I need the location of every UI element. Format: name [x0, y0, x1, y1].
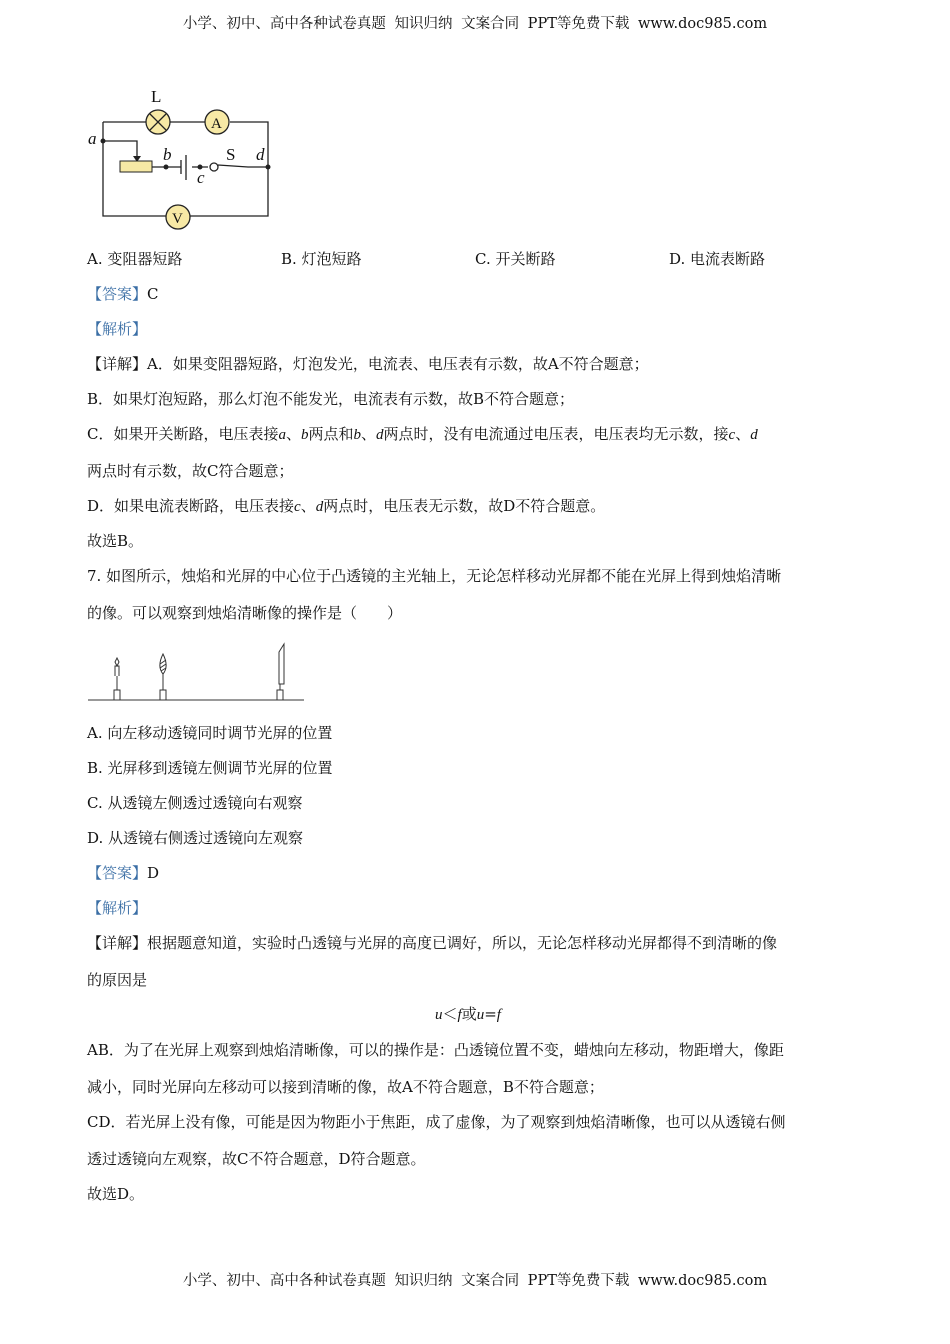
text-line	[87, 284, 159, 304]
text-segment: d	[750, 427, 758, 443]
text-line	[87, 1040, 784, 1060]
text-segment: d	[376, 427, 384, 443]
text-segment: 故选B。	[87, 532, 144, 550]
page-header: 小学、初中、高中各种试卷真题 知识归纳 文案合同 PPT等免费下载 www.doc985.com	[182, 16, 768, 32]
text-segment: D．如果电流表断路，电压表接	[87, 497, 295, 515]
text-segment: C. 从透镜左侧透过透镜向右观察	[87, 794, 303, 812]
text-segment: C．如果开关断路，电压表接	[87, 425, 279, 443]
text-segment: A. 向左移动透镜同时调节光屏的位置	[87, 724, 333, 742]
section-label: 【答案】	[87, 864, 148, 882]
page-footer: 小学、初中、高中各种试卷真题 知识归纳 文案合同 PPT等免费下载 www.doc985.com	[182, 1273, 768, 1289]
text-segment: 、	[300, 497, 316, 515]
text-segment: C	[147, 285, 159, 303]
svg-text:S: S	[226, 145, 236, 164]
text-line	[87, 1184, 144, 1204]
text-segment: c	[294, 499, 301, 515]
text-segment: a	[278, 427, 286, 443]
text-segment: f	[457, 1007, 462, 1023]
text-segment: b	[301, 427, 309, 443]
text-segment: 【详解】根据题意知道，实验时凸透镜与光屏的高度已调好，所以，无论怎样移动光屏都得不到清晰的像	[87, 934, 778, 952]
text-line	[87, 828, 303, 848]
option-a: A. 变阻器短路	[87, 250, 183, 268]
text-segment: AB．为了在光屏上观察到烛焰清晰像，可以的操作是：凸透镜位置不变，蜡烛向左移动，物距增大，像距	[87, 1041, 784, 1059]
svg-text:L: L	[151, 87, 162, 106]
text-line	[435, 1004, 501, 1025]
text-line	[87, 496, 605, 517]
text-line	[87, 793, 302, 813]
text-segment: b	[353, 427, 362, 443]
text-segment: D	[147, 864, 160, 882]
circuit-diagram	[85, 82, 280, 232]
text-segment: =	[484, 1005, 497, 1023]
text-line	[87, 1149, 426, 1169]
optics-bench-diagram	[85, 640, 310, 705]
text-segment: 的像。可以观察到烛焰清晰像的操作是（ ）	[87, 604, 403, 622]
text-segment: 或	[461, 1005, 477, 1023]
text-segment: 两点时，没有电流通过电压表，电压表均无示数，接	[383, 425, 729, 443]
text-line	[87, 319, 147, 339]
text-segment: 的原因是	[87, 971, 148, 989]
text-segment: 【详解】A．如果变阻器短路，灯泡发光，电流表、电压表有示数，故A不符合题意；	[87, 355, 649, 373]
text-segment: ＜	[442, 1005, 458, 1023]
text-line	[87, 758, 333, 778]
svg-text:b: b	[163, 145, 172, 164]
text-line	[87, 933, 777, 953]
text-segment: 故选D。	[87, 1185, 145, 1203]
text-segment: CD．若光屏上没有像，可能是因为物距小于焦距，成了虚像，为了观察到烛焰清晰像，也可以从透镜右侧	[87, 1113, 786, 1131]
option-c: C. 开关断路	[475, 250, 556, 268]
text-segment: d	[315, 499, 324, 515]
text-line	[87, 531, 143, 551]
text-line	[87, 863, 159, 883]
text-line	[87, 354, 649, 374]
text-line	[87, 723, 332, 743]
section-label: 【答案】	[87, 285, 148, 303]
text-line	[87, 461, 293, 481]
text-line	[87, 1077, 604, 1097]
text-segment: 两点时有示数，故C符合题意；	[87, 462, 294, 480]
svg-text:a: a	[88, 129, 97, 148]
svg-text:V: V	[172, 211, 183, 227]
text-line	[87, 424, 758, 445]
svg-text:c: c	[197, 168, 205, 187]
text-segment: 减小，同时光屏向左移动可以接到清晰的像，故A不符合题意，B不符合题意；	[87, 1078, 604, 1096]
section-label: 【解析】	[87, 899, 148, 917]
text-segment: D. 从透镜右侧透过透镜向左观察	[87, 829, 304, 847]
text-line	[87, 898, 147, 918]
text-line	[87, 970, 147, 990]
svg-text:d: d	[256, 145, 265, 164]
text-line	[87, 389, 574, 409]
text-line	[87, 566, 781, 586]
text-line	[87, 603, 402, 623]
text-segment: u	[435, 1007, 443, 1023]
text-segment: B．如果灯泡短路，那么灯泡不能发光，电流表有示数，故B不符合题意；	[87, 390, 575, 408]
text-segment: 透过透镜向左观察，故C不符合题意，D符合题意。	[87, 1150, 426, 1168]
text-segment: f	[496, 1007, 501, 1023]
text-segment: 两点和	[308, 425, 354, 443]
text-segment: 两点时，电压表无示数，故D不符合题意。	[323, 497, 606, 515]
text-segment: c	[728, 427, 736, 443]
svg-text:A: A	[211, 116, 222, 132]
option-b: B. 灯泡短路	[281, 250, 362, 268]
text-segment: 、	[735, 425, 751, 443]
text-segment: B. 光屏移到透镜左侧调节光屏的位置	[87, 759, 333, 777]
text-segment: 、	[285, 425, 301, 443]
text-segment: 、	[361, 425, 377, 443]
section-label: 【解析】	[87, 320, 148, 338]
option-d: D. 电流表断路	[669, 250, 766, 268]
text-segment: 7. 如图所示，烛焰和光屏的中心位于凸透镜的主光轴上，无论怎样移动光屏都不能在光屏上得到烛焰清晰	[87, 567, 782, 585]
text-line	[87, 1112, 786, 1132]
text-segment: u	[476, 1007, 485, 1023]
